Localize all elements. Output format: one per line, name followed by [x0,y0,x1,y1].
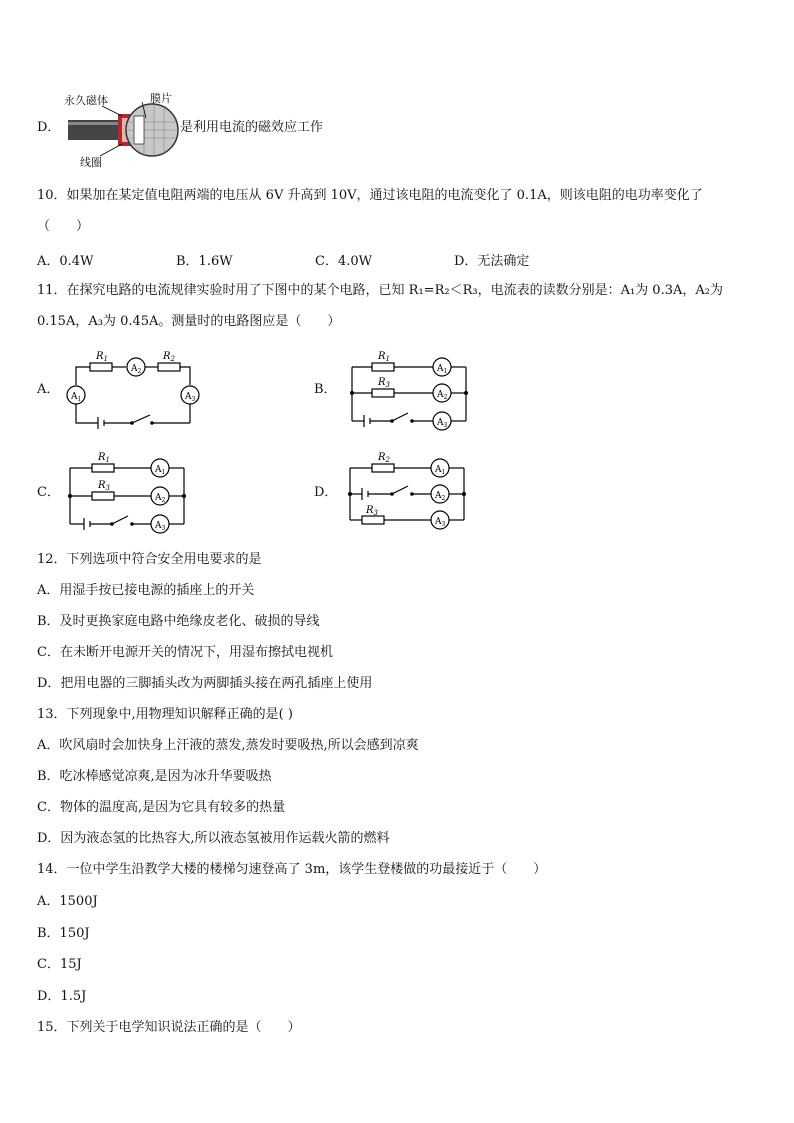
q11-option-a-letter[interactable]: A． [37,382,60,397]
q10-option-b[interactable]: B．1.6W [176,254,233,269]
svg-text:R1: $R_1$ [96,351,108,363]
svg-text:A1: $A_1$ [437,364,448,375]
q11-option-b-letter[interactable]: B． [314,382,337,397]
svg-text:R2: $R_2$ [163,351,175,363]
svg-text:R3: $R_3$ [366,505,378,517]
svg-text:A3: $A_3$ [435,517,446,528]
circuit-d[interactable] [340,448,480,538]
q11-option-c-letter[interactable]: C． [37,485,60,500]
q12-option-b[interactable]: B．及时更换家庭电路中绝缘皮老化、破损的导线 [37,614,320,629]
q11-stem-line1: 11．在探究电路的电流规律实验时用了下图中的某个电路，已知 R₁=R₂＜R₃，电流表的读数分别是：A₁为 0.3A，A₂为 [37,283,723,298]
svg-text:A2: $A_2$ [155,493,166,504]
q12-option-d[interactable]: D．把用电器的三脚插头改为两脚插头接在两孔插座上使用 [37,676,373,691]
q14-option-c[interactable]: C．15J [37,957,82,972]
svg-text:A1: $A_1$ [71,392,82,403]
svg-text:A1: $A_1$ [155,465,166,476]
q14-option-d[interactable]: D．1.5J [37,989,87,1004]
q10-stem-line2: （ ） [37,219,90,234]
q14-stem: 14．一位中学生沿教学大楼的楼梯匀速登高了 3m，该学生登楼做的功最接近于（ ） [37,862,547,877]
q12-stem: 12．下列选项中符合安全用电要求的是 [37,552,262,567]
q10-stem-line1: 10．如果加在某定值电阻两端的电压从 6V 升高到 10V，通过该电阻的电流变化了 0.1A，则该电阻的电功率变化了 [37,188,703,203]
q11-stem-line2: 0.15A，A₃为 0.45A。测量时的电路图应是（ ） [37,314,341,329]
svg-text:A2: $A_2$ [131,364,142,375]
svg-text:A2: $A_2$ [437,390,448,401]
q13-stem: 13．下列现象中,用物理知识解释正确的是( ) [37,707,293,722]
label-permanent-magnet: 永久磁体 [64,94,108,107]
svg-text:A1: $A_1$ [435,465,446,476]
svg-text:A3: $A_3$ [155,521,166,532]
q11-option-d-letter[interactable]: D． [314,485,338,500]
svg-text:A2: $A_2$ [435,491,446,502]
q9-option-d-text: 是利用电流的磁效应工作 [180,120,324,135]
q9-option-d-letter: D． [37,120,61,135]
svg-text:R2: $R_2$ [378,452,390,464]
q12-option-a[interactable]: A．用湿手按已接电源的插座上的开关 [37,583,255,598]
q13-option-b[interactable]: B．吃冰棒感觉凉爽,是因为冰升华要吸热 [37,769,272,784]
svg-text:A3: $A_3$ [185,392,196,403]
svg-text:R3: $R_3$ [378,377,390,389]
q13-option-d[interactable]: D．因为液态氢的比热容大,所以液态氢被用作运载火箭的燃料 [37,831,390,846]
q10-option-a[interactable]: A．0.4W [37,254,94,269]
circuit-c[interactable] [62,448,202,538]
circuit-b[interactable] [340,345,480,435]
svg-text:A3: $A_3$ [437,418,448,429]
svg-text:R1: $R_1$ [378,351,390,363]
q13-option-a[interactable]: A．吹风扇时会加快身上汗液的蒸发,蒸发时要吸热,所以会感到凉爽 [37,738,419,753]
label-coil: 线圈 [80,156,102,169]
q10-option-c[interactable]: C．4.0W [315,254,372,269]
svg-text:R1: $R_1$ [98,452,110,464]
q10-option-d[interactable]: D．无法确定 [454,254,530,269]
q13-option-c[interactable]: C．物体的温度高,是因为它具有较多的热量 [37,800,286,815]
q14-option-b[interactable]: B．150J [37,926,90,941]
circuit-a[interactable] [62,345,204,431]
svg-text:R3: $R_3$ [98,480,110,492]
q14-option-a[interactable]: A．1500J [37,894,98,909]
q12-option-c[interactable]: C．在未断开电源开关的情况下，用湿布擦拭电视机 [37,645,333,660]
label-membrane: 膜片 [150,92,172,105]
q15-stem: 15．下列关于电学知识说法正确的是（ ） [37,1020,301,1035]
